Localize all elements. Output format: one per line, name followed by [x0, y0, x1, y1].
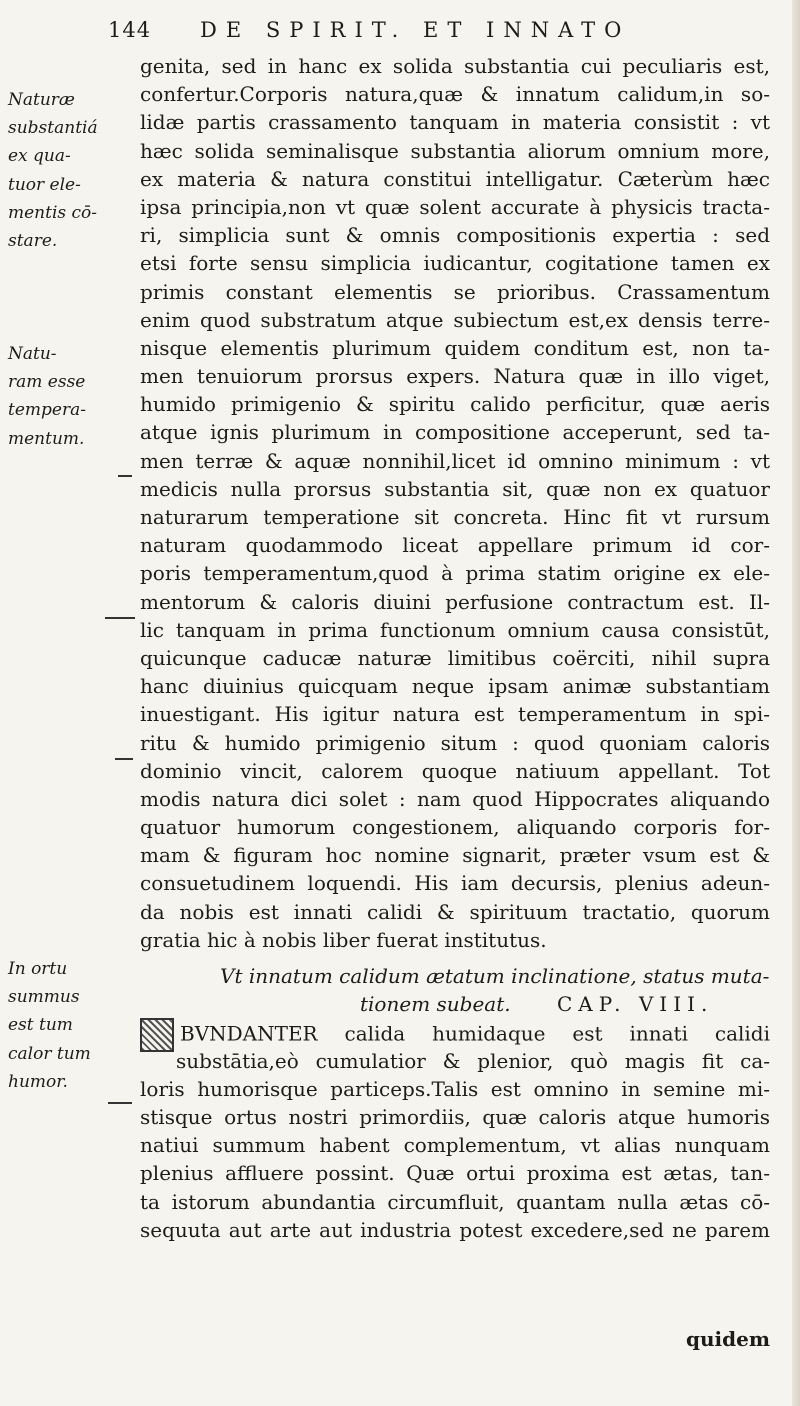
page-number: 144 [108, 18, 152, 42]
text-line: stisque ortus nostri primordiis, quæ caloris atque humoris [140, 1104, 770, 1129]
text-line: da nobis est innati calidi & spirituum tractatio, quorum [140, 899, 770, 924]
text-line: lic tanquam in prima functionum omnium causa consistūt, [140, 617, 770, 642]
text-line: ri, simplicia sunt & omnis compositionis expertia : sed [140, 223, 770, 248]
chapter-title-end: tionem subeat. [360, 992, 511, 1017]
chapter-title: Vt innatum calidum ætatum inclinatione, status muta- [220, 964, 770, 988]
text-line: hæc solida seminalisque substantia aliorum omnium more, [140, 138, 770, 163]
text-line: naturam quodammodo liceat appellare primum id cor- [140, 533, 770, 558]
margin-note: Naturæ substantiá ex qua- tuor ele- mentis cō- stare. [8, 90, 98, 252]
text-line: gratia hic à nobis liber fuerat institutus. [140, 927, 547, 952]
text-line: modis natura dici solet : nam quod Hippocrates aliquando [140, 786, 770, 811]
text-line: confertur.Corporis natura,quæ & innatum calidum,in so- [140, 82, 770, 107]
body-text [140, 52, 770, 1244]
text-line: lidæ partis crassamento tanquam in materia consistit : vt [140, 110, 770, 135]
text-line: sequuta aut arte aut industria potest excedere,sed ne parem [140, 1217, 770, 1242]
text-line: ipsa principia,non vt quæ solent accurate à physicis tracta- [140, 194, 770, 219]
margin-dash [108, 1102, 132, 1104]
text-line: etsi forte sensu simplicia iudicantur, cogitatione tamen ex [140, 251, 770, 276]
text-line: natiui summum habent complementum, vt alias nunquam [140, 1133, 770, 1158]
text-line: ex materia & natura constitui intelligatur. Cæterùm hæc [140, 166, 770, 191]
text-line: poris temperamentum,quod à prima statim origine ex ele- [140, 561, 770, 586]
text-line: ta istorum abundantia circumfluit, quantam nulla ætas cō- [140, 1189, 770, 1214]
text-line: naturarum temperatione sit concreta. Hinc fit vt rursum [140, 505, 770, 529]
text-line: enim quod substratum atque subiectum est,ex densis terre- [140, 307, 770, 332]
text-line: mentorum & caloris diuini perfusione contractum est. Il- [140, 589, 770, 614]
text-line: mam & figuram hoc nomine signarit, præter vsum est & [140, 843, 770, 868]
text-line: primis constant elementis se prioribus. Crassamentum [140, 279, 770, 304]
margin-dash [115, 758, 133, 760]
text-line: men tenuiorum prorsus expers. Natura quæ in illo viget, [140, 364, 770, 389]
chapter-number: CAP. VIII. [556, 992, 714, 1017]
text-line: loris humorisque particeps.Talis est omnino in semine mi- [140, 1076, 770, 1101]
text-line: inuestigant. His igitur natura est temperamentum in spi- [140, 702, 770, 727]
text-line: nisque elementis plurimum quidem conditum est, non ta- [140, 335, 770, 360]
page-edge [792, 0, 800, 1406]
chapter-title-cont [140, 990, 770, 1018]
margin-note: Natu- ram esse tempera- mentum. [8, 344, 86, 449]
decorated-initial-icon [140, 1018, 174, 1052]
catchword: quidem [686, 1327, 770, 1351]
text-line: ritu & humido primigenio situm : quod quoniam caloris [140, 730, 770, 755]
text-line: quatuor humorum congestionem, aliquando corporis for- [140, 815, 770, 840]
margin-dash [118, 475, 132, 477]
text-line: substātia,eò cumulatior & plenior, quò magis fit ca- [176, 1048, 770, 1073]
text-line: dominio vincit, calorem quoque natiuum appellant. Tot [140, 758, 770, 783]
text-line: atque ignis plurimum in compositione acceperunt, sed ta- [140, 420, 770, 445]
text-line: quicunque caducæ naturæ limitibus coërciti, nihil supra [140, 645, 770, 670]
text-line: medicis nulla prorsus substantia sit, quæ non ex quatuor [140, 476, 770, 501]
text-line: hanc diuinius quicquam neque ipsam animæ substantiam [140, 674, 770, 699]
text-line [140, 1018, 770, 1046]
text-line-start: BVNDANTER calida humidaque est innati calidi [180, 1021, 770, 1046]
running-head: DE SPIRIT. ET INNATO [200, 18, 631, 42]
margin-note: In ortu summus est tum calor tum humor. [8, 959, 91, 1092]
text-line: humido primigenio & spiritu calido perficitur, quæ aeris [140, 392, 770, 417]
text-line: consuetudinem loquendi. His iam decursis, plenius adeun- [140, 871, 770, 896]
text-line: plenius affluere possint. Quæ ortui proxima est ætas, tan- [140, 1161, 770, 1186]
margin-dash [105, 617, 135, 619]
text-line: men terræ & aquæ nonnihil,licet id omnino minimum : vt [140, 448, 770, 473]
text-line: genita, sed in hanc ex solida substantia cui peculiaris est, [140, 54, 770, 78]
